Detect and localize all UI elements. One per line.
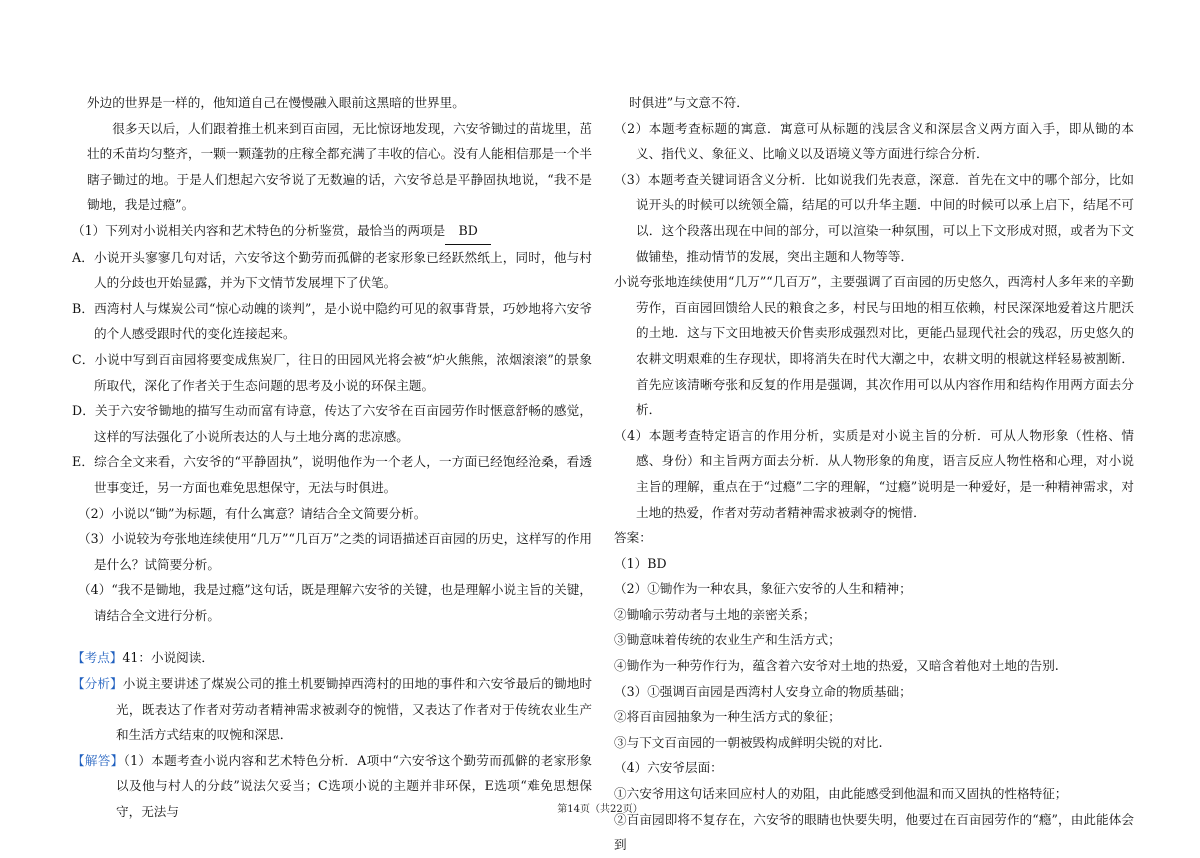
analysis-4: （4）本题考查特定语言的作用分析，实质是对小说主旨的分析．可从人物形象（性格、情感、身份）和主旨两方面去分析．从人物形象的角度，语言反应人物性格和心理，对小说主旨的理解，重点在于“过瘾”二字的理解，“过瘾”说明是一种爱好，是一种精神需求，对土地的热爱，作者对劳动者精神需求被剥夺的惋惜． xyxy=(614,427,1134,520)
answer-3-line: （3）①强调百亩园是西湾村人安身立命的物质基础； xyxy=(614,683,912,699)
fenxi-tag: 【分析】 xyxy=(72,676,123,692)
question-1 xyxy=(72,218,592,245)
fenxi-section xyxy=(72,671,592,748)
answer-2-line: ③锄意味着传统的农业生产和生活方式； xyxy=(614,632,841,648)
fenxi-text: 小说主要讲述了煤炭公司的推土机要锄掉西湾村的田地的事件和六安爷最后的锄地时光，既表达了作者对劳动者精神需求被剥夺的惋惜，又表达了作者对于传统农业生产和生活方式结束的叹惋和深思． xyxy=(116,676,593,743)
kaodian-tag: 【考点】 xyxy=(72,650,123,666)
option-a: A．小说开头寥寥几句对话，六安爷这个勤劳而孤僻的老家形象已经跃然纸上，同时，他与村人的分歧也开始显露，并为下文情节发展埋下了伏笔。 xyxy=(72,249,592,291)
answer-3-line: ③与下文百亩园的一朝被毁构成鲜明尖锐的对比. xyxy=(614,734,883,750)
answer-2-line: ④锄作为一种劳作行为，蕴含着六安爷对土地的热爱，又暗含着他对土地的告别. xyxy=(614,658,1059,674)
answer-blank: BD xyxy=(445,218,491,245)
jieda-text: （1）本题考查小说内容和艺术特色分析．A项中“六安爷这个勤劳而孤僻的老家形象以及他与村人的分歧”说法欠妥当；C选项小说的主题并非环保，E选项“难免思想保守，无法与 xyxy=(116,752,593,820)
kaodian-text: 41：小说阅读． xyxy=(122,650,214,666)
jieda-tag: 【解答】 xyxy=(72,752,124,768)
option-d: D．关于六安爷锄地的描写生动而富有诗意，传达了六安爷在百亩园劳作时惬意舒畅的感觉，这样的写法强化了小说所表达的人与土地分离的悲凉感。 xyxy=(72,403,592,444)
kaodian-section xyxy=(72,645,592,671)
spacer xyxy=(72,628,592,645)
answer-4-line: ①六安爷用这句话来回应村人的劝阻，由此能感受到他温和而又固执的性格特征； xyxy=(614,786,1068,802)
answer-3-line: ②将百亩园抽象为一种生活方式的象征； xyxy=(614,709,841,725)
analysis-2: （2）本题考查标题的寓意．寓意可从标题的浅层含义和深层含义两方面入手，即从锄的本义、指代义、象征义、比喻义以及语境义等方面进行综合分析． xyxy=(614,120,1134,162)
right-column xyxy=(614,90,1134,858)
question-2: （2）小说以“锄”为标题，有什么寓意？请结合全文简要分析。 xyxy=(78,505,427,521)
answer-1: （1）BD xyxy=(614,555,667,571)
answer-4-line: ②百亩园即将不复存在，六安爷的眼睛也快要失明，他要过在百亩园劳作的“瘾”，由此能体会到 xyxy=(614,811,1134,853)
analysis-3: （3）本题考查关键词语含义分析．比如说我们先表意，深意．首先在文中的哪个部分，比如说开头的时候可以统领全篇，结尾的可以升华主题．中间的时候可以承上启下，结尾不可以．这个段落出现在中间的部分，可以渲染一种氛围，可以上下文形成对照，或者为下文做铺垫，推动情节的发展，突出主题和人物等等． xyxy=(614,171,1134,264)
answer-2-line: ②锄喻示劳动者与土地的亲密关系； xyxy=(614,606,816,622)
answer-label: 答案： xyxy=(614,530,652,546)
answer-2-line: （2）①锄作为一种农具，象征六安爷的人生和精神； xyxy=(614,581,912,597)
continuation-line: 时俱进”与文意不符． xyxy=(629,95,749,110)
story-paragraph: 很多天以后，人们跟着推土机来到百亩园，无比惊讶地发现，六安爷锄过的苗垅里，茁壮的禾苗均匀整齐，一颗一颗蓬勃的庄稼全都充满了丰收的信心。没有人能相信那是一个半瞎子锄过的地。于是人们想起六安爷说了无数遍的话，六安爷总是平静固执地说，“我不是锄地，我是过瘾”。 xyxy=(87,120,592,213)
question-1-stem: （1）下列对小说相关内容和艺术特色的分析鉴赏，最恰当的两项是 xyxy=(72,222,446,238)
question-3: （3）小说较为夸张地连续使用“几万”“几百万”之类的词语描述百亩园的历史，这样写的作用是什么？试简要分析。 xyxy=(78,531,592,572)
question-4: （4）“我不是锄地，我是过瘾”这句话，既是理解六安爷的关键，也是理解小说主旨的关键，请结合全文进行分析。 xyxy=(78,582,592,623)
story-paragraph: 外边的世界是一样的，他知道自己在慢慢融入眼前这黑暗的世界里。 xyxy=(87,95,465,110)
answer-4-line: （4）六安爷层面： xyxy=(614,760,723,776)
option-c: C．小说中写到百亩园将要变成焦炭厂，往日的田园风光将会被“炉火熊熊，浓烟滚滚”的景象所取代，深化了作者关于生态问题的思考及小说的环保主题。 xyxy=(72,351,592,393)
page-footer: 第14页（共22页） xyxy=(557,804,643,815)
left-column xyxy=(72,90,592,825)
analysis-3-detail: 小说夸张地连续使用“几万”“几百万”，主要强调了百亩园的历史悠久，西湾村人多年来的辛勤劳作，百亩园回馈给人民的粮食之多，村民与田地的相互依赖，村民深深地爱着这片肥沃的土地．这与下文田地被天价售卖形成强烈对比，更能凸显现代社会的残忍，历史悠久的农耕文明艰难的生存现状，即将消失在时代大潮之中，农耕文明的根就这样轻易被割断．首先应该清晰夸张和反复的作用是强调，其次作用可以从内容作用和结构作用两方面去分析． xyxy=(614,274,1134,418)
option-e: E．综合全文来看，六安爷的“平静固执”，说明他作为一个老人，一方面已经饱经沧桑，看透世事变迁，另一方面也难免思想保守，无法与时俱进。 xyxy=(72,454,592,495)
option-b: B．西湾村人与煤炭公司“惊心动魄的谈判”，是小说中隐约可见的叙事背景，巧妙地将六安爷的个人感受跟时代的变化连接起来。 xyxy=(72,300,592,342)
